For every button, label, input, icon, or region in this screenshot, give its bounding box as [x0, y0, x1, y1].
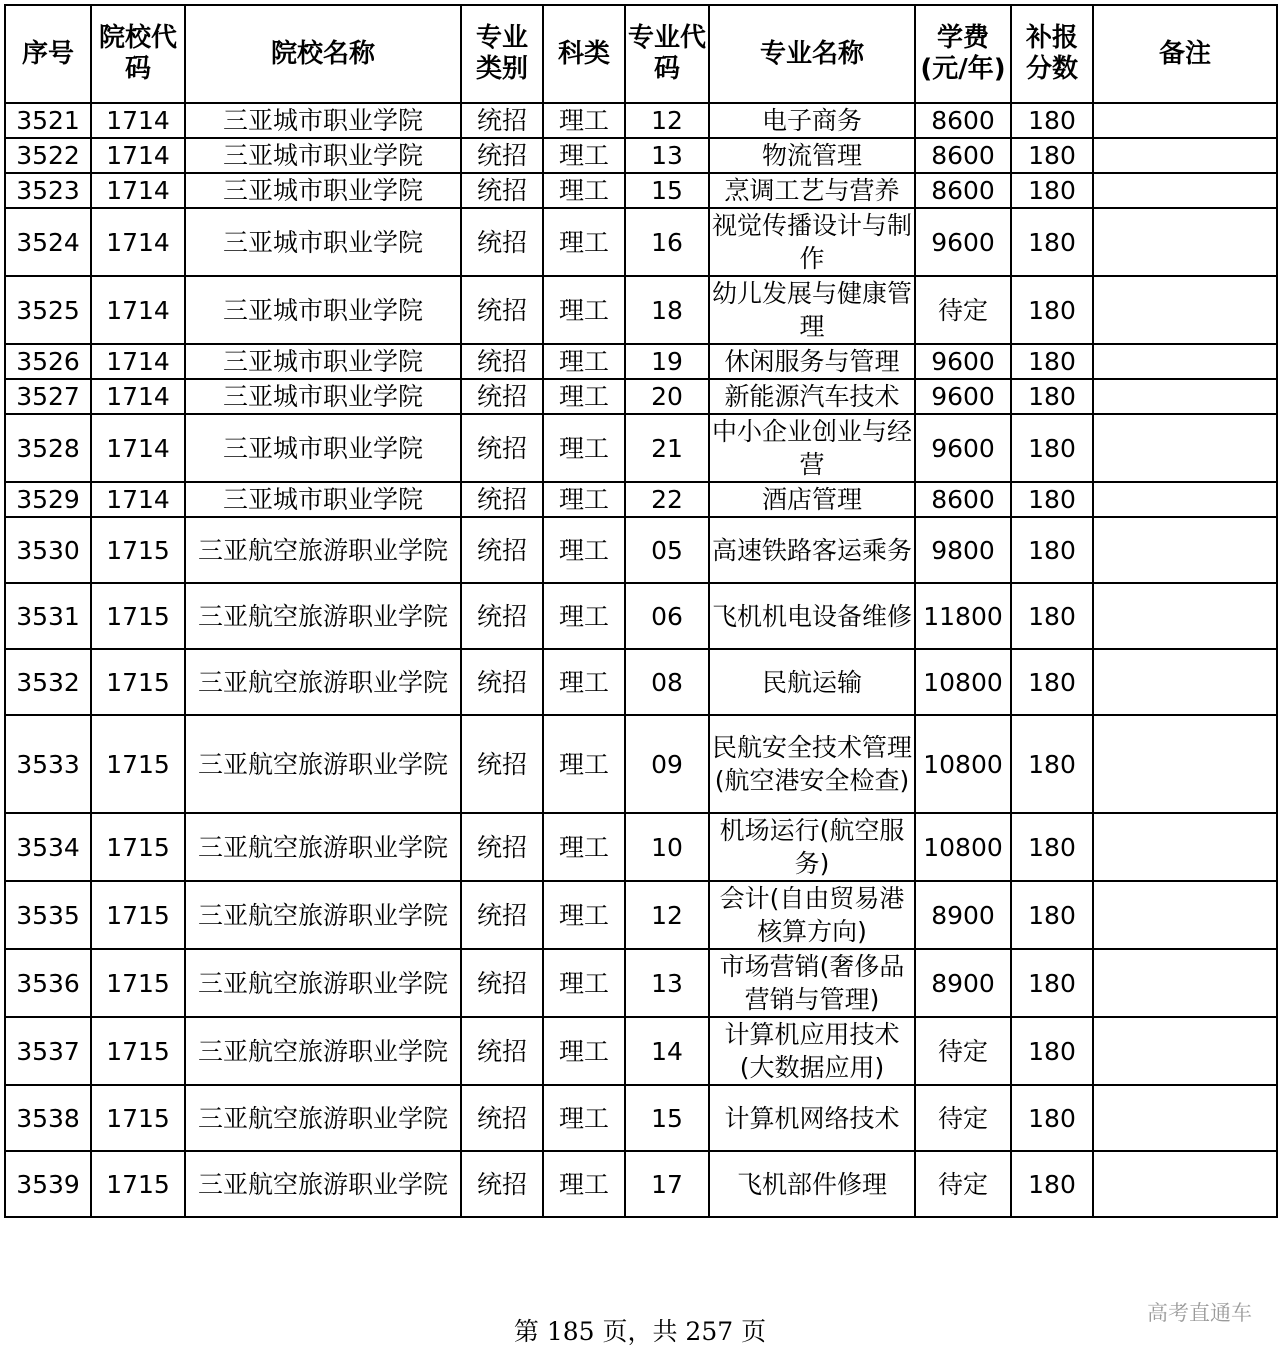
cell-score: 180	[1011, 138, 1093, 173]
cell-subject: 理工	[543, 1017, 625, 1085]
cell-major-code: 16	[625, 208, 709, 276]
watermark-text: 高考直通车	[1147, 1301, 1252, 1325]
cell-school-name: 三亚城市职业学院	[185, 103, 461, 138]
cell-tuition: 8900	[915, 949, 1011, 1017]
cell-tuition: 8600	[915, 138, 1011, 173]
admission-table-sheet	[4, 4, 1276, 1218]
cell-tuition: 9800	[915, 517, 1011, 583]
cell-serial: 3534	[5, 813, 91, 881]
table-row	[5, 414, 1277, 482]
header-score: 补报分数	[1011, 5, 1093, 103]
cell-school-name: 三亚城市职业学院	[185, 208, 461, 276]
cell-school-name: 三亚城市职业学院	[185, 344, 461, 379]
cell-school-code: 1714	[91, 103, 185, 138]
cell-major-code: 08	[625, 649, 709, 715]
cell-subject: 理工	[543, 583, 625, 649]
table-row	[5, 813, 1277, 881]
cell-score: 180	[1011, 715, 1093, 813]
cell-school-name: 三亚城市职业学院	[185, 379, 461, 414]
cell-school-code: 1715	[91, 881, 185, 949]
cell-major-category: 统招	[461, 813, 543, 881]
cell-note	[1093, 379, 1277, 414]
table-row	[5, 949, 1277, 1017]
cell-tuition: 10800	[915, 813, 1011, 881]
cell-note	[1093, 1017, 1277, 1085]
cell-major-category: 统招	[461, 103, 543, 138]
cell-score: 180	[1011, 482, 1093, 517]
cell-major-category: 统招	[461, 517, 543, 583]
cell-tuition: 8600	[915, 103, 1011, 138]
cell-note	[1093, 1085, 1277, 1151]
cell-school-name: 三亚航空旅游职业学院	[185, 813, 461, 881]
cell-school-name: 三亚航空旅游职业学院	[185, 1085, 461, 1151]
cell-major-category: 统招	[461, 1017, 543, 1085]
header-tuition: 学费(元/年)	[915, 5, 1011, 103]
header-school-name: 院校名称	[185, 5, 461, 103]
cell-school-code: 1715	[91, 649, 185, 715]
cell-school-code: 1714	[91, 482, 185, 517]
cell-school-code: 1715	[91, 1151, 185, 1217]
cell-serial: 3537	[5, 1017, 91, 1085]
table-row	[5, 344, 1277, 379]
cell-major-category: 统招	[461, 583, 543, 649]
cell-note	[1093, 517, 1277, 583]
cell-major-code: 15	[625, 1085, 709, 1151]
cell-subject: 理工	[543, 949, 625, 1017]
cell-major-name: 电子商务	[709, 103, 915, 138]
cell-tuition: 待定	[915, 1017, 1011, 1085]
cell-major-code: 21	[625, 414, 709, 482]
cell-major-category: 统招	[461, 949, 543, 1017]
admission-table	[4, 4, 1278, 1218]
cell-school-name: 三亚城市职业学院	[185, 138, 461, 173]
cell-tuition: 10800	[915, 715, 1011, 813]
cell-tuition: 待定	[915, 1085, 1011, 1151]
cell-school-code: 1715	[91, 1085, 185, 1151]
cell-score: 180	[1011, 414, 1093, 482]
cell-major-name: 新能源汽车技术	[709, 379, 915, 414]
table-row	[5, 1017, 1277, 1085]
cell-serial: 3532	[5, 649, 91, 715]
cell-tuition: 9600	[915, 208, 1011, 276]
cell-major-category: 统招	[461, 208, 543, 276]
cell-school-name: 三亚城市职业学院	[185, 414, 461, 482]
cell-tuition: 11800	[915, 583, 1011, 649]
cell-subject: 理工	[543, 173, 625, 208]
cell-major-name: 视觉传播设计与制作	[709, 208, 915, 276]
cell-tuition: 8600	[915, 482, 1011, 517]
cell-major-code: 20	[625, 379, 709, 414]
cell-subject: 理工	[543, 813, 625, 881]
cell-school-code: 1715	[91, 583, 185, 649]
table-row	[5, 138, 1277, 173]
cell-school-name: 三亚航空旅游职业学院	[185, 583, 461, 649]
cell-tuition: 9600	[915, 414, 1011, 482]
cell-score: 180	[1011, 1085, 1093, 1151]
cell-subject: 理工	[543, 138, 625, 173]
header-serial: 序号	[5, 5, 91, 103]
cell-major-name: 飞机机电设备维修	[709, 583, 915, 649]
cell-serial: 3539	[5, 1151, 91, 1217]
cell-tuition: 10800	[915, 649, 1011, 715]
cell-school-name: 三亚航空旅游职业学院	[185, 715, 461, 813]
cell-school-code: 1715	[91, 517, 185, 583]
cell-major-name: 计算机应用技术(大数据应用)	[709, 1017, 915, 1085]
table-row	[5, 103, 1277, 138]
cell-major-category: 统招	[461, 1151, 543, 1217]
cell-major-category: 统招	[461, 482, 543, 517]
cell-major-category: 统招	[461, 379, 543, 414]
cell-major-category: 统招	[461, 881, 543, 949]
cell-major-category: 统招	[461, 138, 543, 173]
cell-school-code: 1715	[91, 715, 185, 813]
header-row	[5, 5, 1277, 103]
cell-serial: 3524	[5, 208, 91, 276]
cell-subject: 理工	[543, 881, 625, 949]
cell-serial: 3525	[5, 276, 91, 344]
cell-major-name: 机场运行(航空服务)	[709, 813, 915, 881]
table-row	[5, 173, 1277, 208]
page-number-footer: 第 185 页，共 257 页	[513, 1317, 767, 1346]
cell-major-code: 09	[625, 715, 709, 813]
cell-note	[1093, 813, 1277, 881]
cell-score: 180	[1011, 379, 1093, 414]
cell-note	[1093, 715, 1277, 813]
cell-score: 180	[1011, 1151, 1093, 1217]
cell-subject: 理工	[543, 103, 625, 138]
table-row	[5, 517, 1277, 583]
cell-major-name: 幼儿发展与健康管理	[709, 276, 915, 344]
cell-school-code: 1714	[91, 414, 185, 482]
cell-major-name: 休闲服务与管理	[709, 344, 915, 379]
cell-school-name: 三亚航空旅游职业学院	[185, 1017, 461, 1085]
cell-score: 180	[1011, 103, 1093, 138]
cell-school-name: 三亚航空旅游职业学院	[185, 881, 461, 949]
cell-major-code: 10	[625, 813, 709, 881]
cell-note	[1093, 1151, 1277, 1217]
cell-note	[1093, 881, 1277, 949]
cell-school-code: 1714	[91, 379, 185, 414]
cell-major-category: 统招	[461, 715, 543, 813]
cell-serial: 3528	[5, 414, 91, 482]
cell-serial: 3535	[5, 881, 91, 949]
cell-note	[1093, 583, 1277, 649]
cell-subject: 理工	[543, 1151, 625, 1217]
cell-subject: 理工	[543, 715, 625, 813]
cell-subject: 理工	[543, 517, 625, 583]
cell-serial: 3522	[5, 138, 91, 173]
table-row	[5, 583, 1277, 649]
cell-school-name: 三亚航空旅游职业学院	[185, 1151, 461, 1217]
cell-score: 180	[1011, 649, 1093, 715]
cell-major-code: 13	[625, 949, 709, 1017]
header-major-category: 专业类别	[461, 5, 543, 103]
cell-major-name: 市场营销(奢侈品营销与管理)	[709, 949, 915, 1017]
cell-note	[1093, 173, 1277, 208]
cell-major-code: 14	[625, 1017, 709, 1085]
cell-school-name: 三亚城市职业学院	[185, 276, 461, 344]
header-school-code: 院校代码	[91, 5, 185, 103]
cell-subject: 理工	[543, 1085, 625, 1151]
cell-major-code: 22	[625, 482, 709, 517]
cell-note	[1093, 208, 1277, 276]
cell-major-name: 会计(自由贸易港核算方向)	[709, 881, 915, 949]
cell-subject: 理工	[543, 276, 625, 344]
cell-school-name: 三亚航空旅游职业学院	[185, 949, 461, 1017]
cell-score: 180	[1011, 949, 1093, 1017]
cell-school-code: 1714	[91, 208, 185, 276]
header-major-name: 专业名称	[709, 5, 915, 103]
cell-school-name: 三亚航空旅游职业学院	[185, 649, 461, 715]
header-major-code: 专业代码	[625, 5, 709, 103]
table-row	[5, 276, 1277, 344]
cell-major-name: 烹调工艺与营养	[709, 173, 915, 208]
cell-serial: 3530	[5, 517, 91, 583]
table-row	[5, 649, 1277, 715]
cell-subject: 理工	[543, 208, 625, 276]
cell-major-name: 民航安全技术管理(航空港安全检查)	[709, 715, 915, 813]
cell-score: 180	[1011, 344, 1093, 379]
table-row	[5, 715, 1277, 813]
cell-note	[1093, 138, 1277, 173]
cell-score: 180	[1011, 276, 1093, 344]
cell-major-code: 19	[625, 344, 709, 379]
cell-score: 180	[1011, 173, 1093, 208]
cell-subject: 理工	[543, 414, 625, 482]
cell-major-code: 18	[625, 276, 709, 344]
cell-score: 180	[1011, 881, 1093, 949]
cell-major-category: 统招	[461, 649, 543, 715]
cell-school-name: 三亚城市职业学院	[185, 173, 461, 208]
cell-note	[1093, 344, 1277, 379]
cell-major-code: 12	[625, 881, 709, 949]
header-subject: 科类	[543, 5, 625, 103]
header-note: 备注	[1093, 5, 1277, 103]
cell-tuition: 8900	[915, 881, 1011, 949]
table-row	[5, 881, 1277, 949]
cell-tuition: 待定	[915, 276, 1011, 344]
table-row	[5, 379, 1277, 414]
cell-subject: 理工	[543, 482, 625, 517]
cell-major-name: 酒店管理	[709, 482, 915, 517]
cell-major-name: 计算机网络技术	[709, 1085, 915, 1151]
cell-major-name: 民航运输	[709, 649, 915, 715]
table-row	[5, 482, 1277, 517]
cell-serial: 3527	[5, 379, 91, 414]
cell-major-category: 统招	[461, 414, 543, 482]
cell-score: 180	[1011, 208, 1093, 276]
cell-school-code: 1714	[91, 344, 185, 379]
cell-major-code: 13	[625, 138, 709, 173]
cell-subject: 理工	[543, 649, 625, 715]
cell-score: 180	[1011, 813, 1093, 881]
table-row	[5, 1151, 1277, 1217]
cell-serial: 3529	[5, 482, 91, 517]
cell-major-category: 统招	[461, 1085, 543, 1151]
cell-major-name: 中小企业创业与经营	[709, 414, 915, 482]
cell-tuition: 9600	[915, 379, 1011, 414]
cell-school-name: 三亚城市职业学院	[185, 482, 461, 517]
cell-serial: 3533	[5, 715, 91, 813]
cell-major-name: 物流管理	[709, 138, 915, 173]
cell-major-category: 统招	[461, 276, 543, 344]
cell-school-code: 1714	[91, 138, 185, 173]
cell-major-category: 统招	[461, 173, 543, 208]
cell-major-code: 05	[625, 517, 709, 583]
cell-school-code: 1715	[91, 1017, 185, 1085]
cell-tuition: 9600	[915, 344, 1011, 379]
cell-note	[1093, 414, 1277, 482]
cell-major-name: 飞机部件修理	[709, 1151, 915, 1217]
cell-major-code: 06	[625, 583, 709, 649]
cell-school-code: 1714	[91, 276, 185, 344]
table-row	[5, 208, 1277, 276]
cell-serial: 3531	[5, 583, 91, 649]
cell-school-name: 三亚航空旅游职业学院	[185, 517, 461, 583]
cell-major-code: 12	[625, 103, 709, 138]
cell-major-code: 15	[625, 173, 709, 208]
cell-serial: 3523	[5, 173, 91, 208]
cell-major-category: 统招	[461, 344, 543, 379]
cell-note	[1093, 482, 1277, 517]
cell-subject: 理工	[543, 379, 625, 414]
cell-serial: 3538	[5, 1085, 91, 1151]
cell-serial: 3526	[5, 344, 91, 379]
table-row	[5, 1085, 1277, 1151]
cell-serial: 3536	[5, 949, 91, 1017]
cell-subject: 理工	[543, 344, 625, 379]
cell-school-code: 1715	[91, 813, 185, 881]
cell-tuition: 8600	[915, 173, 1011, 208]
cell-major-code: 17	[625, 1151, 709, 1217]
cell-serial: 3521	[5, 103, 91, 138]
cell-score: 180	[1011, 1017, 1093, 1085]
cell-note	[1093, 649, 1277, 715]
cell-note	[1093, 276, 1277, 344]
cell-school-code: 1715	[91, 949, 185, 1017]
cell-school-code: 1714	[91, 173, 185, 208]
cell-score: 180	[1011, 583, 1093, 649]
cell-tuition: 待定	[915, 1151, 1011, 1217]
cell-note	[1093, 103, 1277, 138]
cell-score: 180	[1011, 517, 1093, 583]
cell-note	[1093, 949, 1277, 1017]
cell-major-name: 高速铁路客运乘务	[709, 517, 915, 583]
